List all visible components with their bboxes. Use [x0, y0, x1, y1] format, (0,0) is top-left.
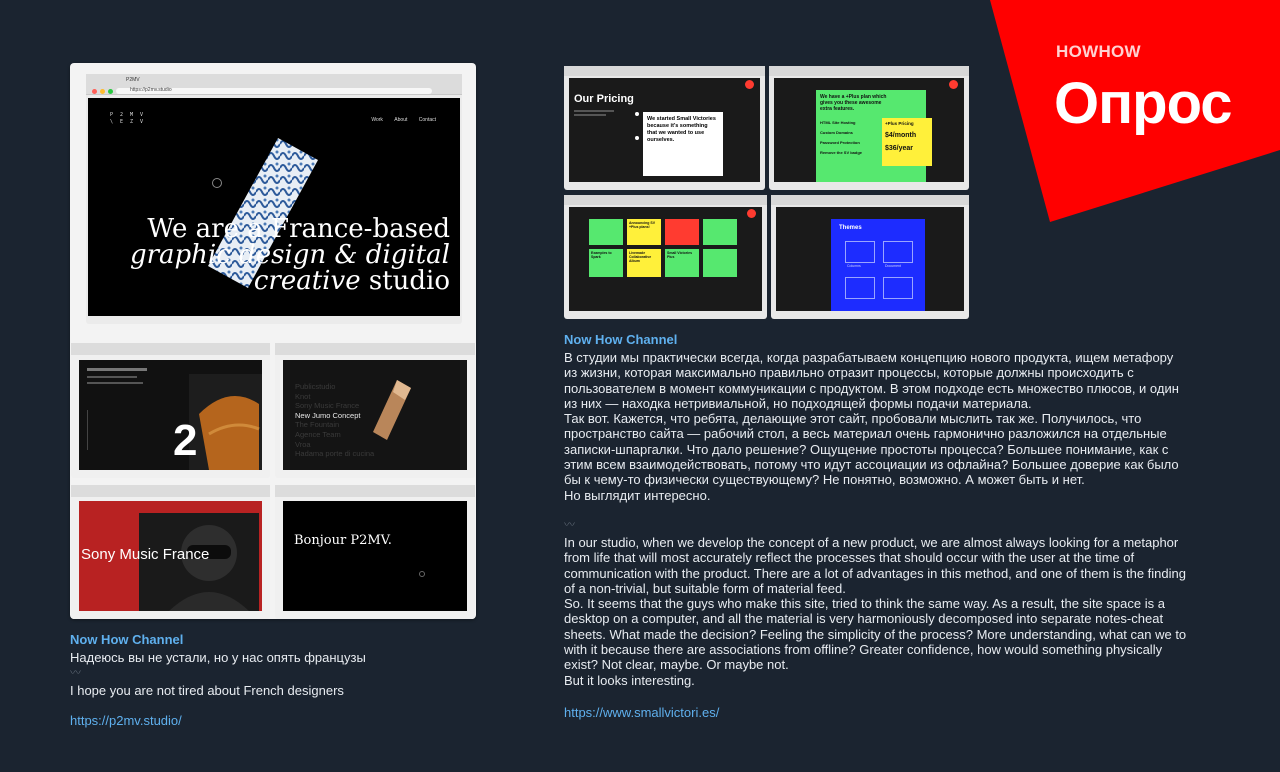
- banner-brand: HOWHOW: [1056, 42, 1141, 61]
- themes-panel: [831, 219, 925, 311]
- cursor-circle: [212, 178, 222, 188]
- grid-tile-label: Small Victories Plus: [667, 251, 693, 259]
- hero-line-3: [130, 268, 450, 294]
- p2mv-thumb-work[interactable]: [71, 343, 270, 478]
- grid-tile-label: Examples to Spark: [591, 251, 612, 259]
- nav-contact[interactable]: Contact: [418, 117, 436, 123]
- en-paragraph: But it looks interesting.: [564, 672, 695, 688]
- p2mv-main-screenshot[interactable]: [86, 74, 462, 324]
- sony-screen: [79, 501, 262, 611]
- right-text-en: [564, 535, 1190, 688]
- nav-work[interactable]: Work: [371, 117, 383, 123]
- project-item[interactable]: The Fountain: [295, 420, 340, 430]
- plus-price-note: [882, 118, 932, 166]
- grid-tile[interactable]: [665, 249, 699, 277]
- grid-tile-label: Announcing SV +Plus plans!: [629, 221, 656, 229]
- grid-screen: [569, 207, 762, 311]
- en-paragraph: So. It seems that the guys who make this site, tried to think the same way. As a result, the site space is a desktop on a computer, and all the material is very harmoniously decomposed into separate notes-cheat sheets. What made the decision? Feeling the simplicity of the process? More understanding, what can we to with it because there are associations from offline? Greater confidence, how would something physically exist? Not clear, maybe. Or maybe not.: [564, 596, 1187, 673]
- hero-line-2: graphic design & digital: [129, 240, 450, 270]
- project-list-screen: [283, 360, 467, 470]
- hero-line-3-italic: creative: [253, 266, 361, 296]
- p2mv-thumb-bonjour[interactable]: [275, 485, 475, 619]
- p2mv-logo: P 2 M V \ E Z V: [110, 112, 146, 125]
- plus-heading: We have a +Plus plan which gives you these awesome extra features.: [820, 94, 887, 112]
- sv-pricing-screenshot[interactable]: [564, 66, 765, 190]
- grid-tile[interactable]: [627, 219, 661, 245]
- p2mv-link[interactable]: https://p2mv.studio/: [70, 713, 182, 728]
- sv-plus-screenshot[interactable]: [769, 66, 969, 190]
- plus-price-year: $36/year: [885, 145, 914, 152]
- project-item-active[interactable]: New Jumo Concept: [295, 410, 361, 420]
- themes-title: Themes: [839, 225, 862, 231]
- browser-chrome: [769, 66, 969, 76]
- project-item[interactable]: Publicstudio: [295, 382, 336, 391]
- pricing-note: [643, 112, 723, 176]
- project-item[interactable]: Hadama porte di cucina: [295, 449, 375, 459]
- grid-tile[interactable]: [627, 249, 661, 277]
- project-item[interactable]: Sony Music France: [295, 401, 360, 411]
- plus-feature: Remove the SV badge: [820, 150, 863, 155]
- bonjour-screen: [283, 501, 467, 611]
- leather-bag-image: [189, 374, 262, 470]
- plus-feature: Custom Domains: [820, 130, 853, 135]
- hero-line-1: We are a France-based: [147, 214, 450, 244]
- browser-chrome: [564, 195, 767, 205]
- sony-title: Sony Music France: [81, 546, 210, 563]
- pricing-screen: [569, 78, 760, 182]
- hero-line-3-plain: studio: [368, 266, 450, 296]
- left-text-en: I hope you are not tired about French designers: [70, 683, 344, 698]
- right-text-ru: [564, 350, 1190, 503]
- plus-screen: [774, 78, 964, 182]
- project-item[interactable]: Vroa: [295, 439, 311, 449]
- pricing-title: Our Pricing: [574, 93, 634, 105]
- browser-tab-label: P2MV: [126, 77, 140, 83]
- project-item[interactable]: Agence Team: [295, 429, 341, 439]
- plus-price-month: $4/month: [885, 132, 917, 139]
- browser-chrome: [771, 195, 969, 205]
- en-paragraph: In our studio, when we develop the concept of a new product, we are almost always looking for a metaphor from life that will most accurately reflect the processes that should occur with the user at the time of communication with the product. There are a lot of advantages in this method, and one of them is the finding of a non-trivial, but suitable form of material feed.: [564, 535, 1186, 596]
- grid-tile-label: Livemade Collaborative Album: [629, 251, 652, 263]
- tile-grid: [589, 219, 739, 277]
- sv-themes-screenshot[interactable]: [771, 195, 969, 319]
- wave-divider: 〰: [70, 667, 81, 679]
- product-image: [367, 380, 417, 440]
- theme-label-columns: Columns: [847, 264, 861, 268]
- p2mv-thumb-list[interactable]: [275, 343, 475, 478]
- hero-text: [130, 216, 450, 294]
- left-channel-name[interactable]: Now How Channel: [70, 632, 184, 647]
- left-text-ru: Надеюсь вы не устали, но у нас опять французы: [70, 650, 366, 665]
- plus-feature: Password Protection: [820, 140, 860, 145]
- project-item[interactable]: Knot: [295, 391, 311, 401]
- work-screen: [79, 360, 262, 470]
- slide-number: 2: [173, 416, 198, 465]
- browser-chrome: [71, 485, 270, 497]
- right-channel-name[interactable]: Now How Channel: [564, 332, 678, 347]
- address-bar[interactable]: [116, 88, 432, 94]
- grid-tile[interactable]: [589, 219, 623, 245]
- ru-paragraph: Но выглядит интересно.: [564, 487, 711, 503]
- smallvictories-link[interactable]: https://www.smallvictori.es/: [564, 705, 720, 720]
- browser-chrome: [564, 66, 765, 76]
- themes-screen: [776, 207, 964, 311]
- project-list: [295, 382, 374, 459]
- wave-divider: 〰: [564, 519, 575, 531]
- p2mv-site-screen: [88, 98, 460, 316]
- plus-feature: HTML Site Hosting: [820, 120, 856, 125]
- nav-about[interactable]: About: [394, 117, 408, 123]
- sv-grid-screenshot[interactable]: [564, 195, 767, 319]
- grid-tile[interactable]: [665, 219, 699, 245]
- browser-chrome: [275, 485, 475, 497]
- address-url: https://p2mv.studio: [130, 87, 172, 93]
- pricing-note-text: We started Small Victories because it’s something that we wanted to use ourselves.: [647, 116, 716, 143]
- ru-paragraph: Так вот. Кажется, что ребята, делающие этот сайт, пробовали мыслить так же. Получилось, что пространство сайта — рабочий стол, а весь материал очень гармонично разложился на отдельные записки-шпаргалки. Что дало решение? Ощущение простоты процесса? Большее понимание, как с этим всем взаимодействовать, потому что идут ассоциации из офлайна? Большее доверие как было бы к чему-то физически существующему? Не понятно, возможно. А может быть и нет.: [564, 411, 1179, 488]
- browser-chrome: [275, 343, 475, 355]
- theme-label-document: Document: [885, 264, 901, 268]
- banner-title: Опрос: [1054, 71, 1232, 136]
- grid-tile[interactable]: [703, 219, 737, 245]
- p2mv-thumb-sony[interactable]: [71, 485, 270, 619]
- plus-plan-name: +Plus Pricing: [885, 121, 914, 126]
- grid-tile[interactable]: [703, 249, 737, 277]
- ru-paragraph: В студии мы практически всегда, когда разрабатываем концепцию нового продукта, ищем метафору из жизни, которая максимально правильно отразит процессы, которые должны происходить с пользователем в момент коммуникации с продуктом. В этом подходе есть множество плюсов, и один из них — находка нетривиальной, но подходящей формы подачи материала.: [564, 350, 1179, 411]
- grid-tile[interactable]: [589, 249, 623, 277]
- site-nav: [361, 117, 436, 123]
- browser-chrome: [71, 343, 270, 355]
- bonjour-title: Bonjour P2MV.: [294, 533, 392, 548]
